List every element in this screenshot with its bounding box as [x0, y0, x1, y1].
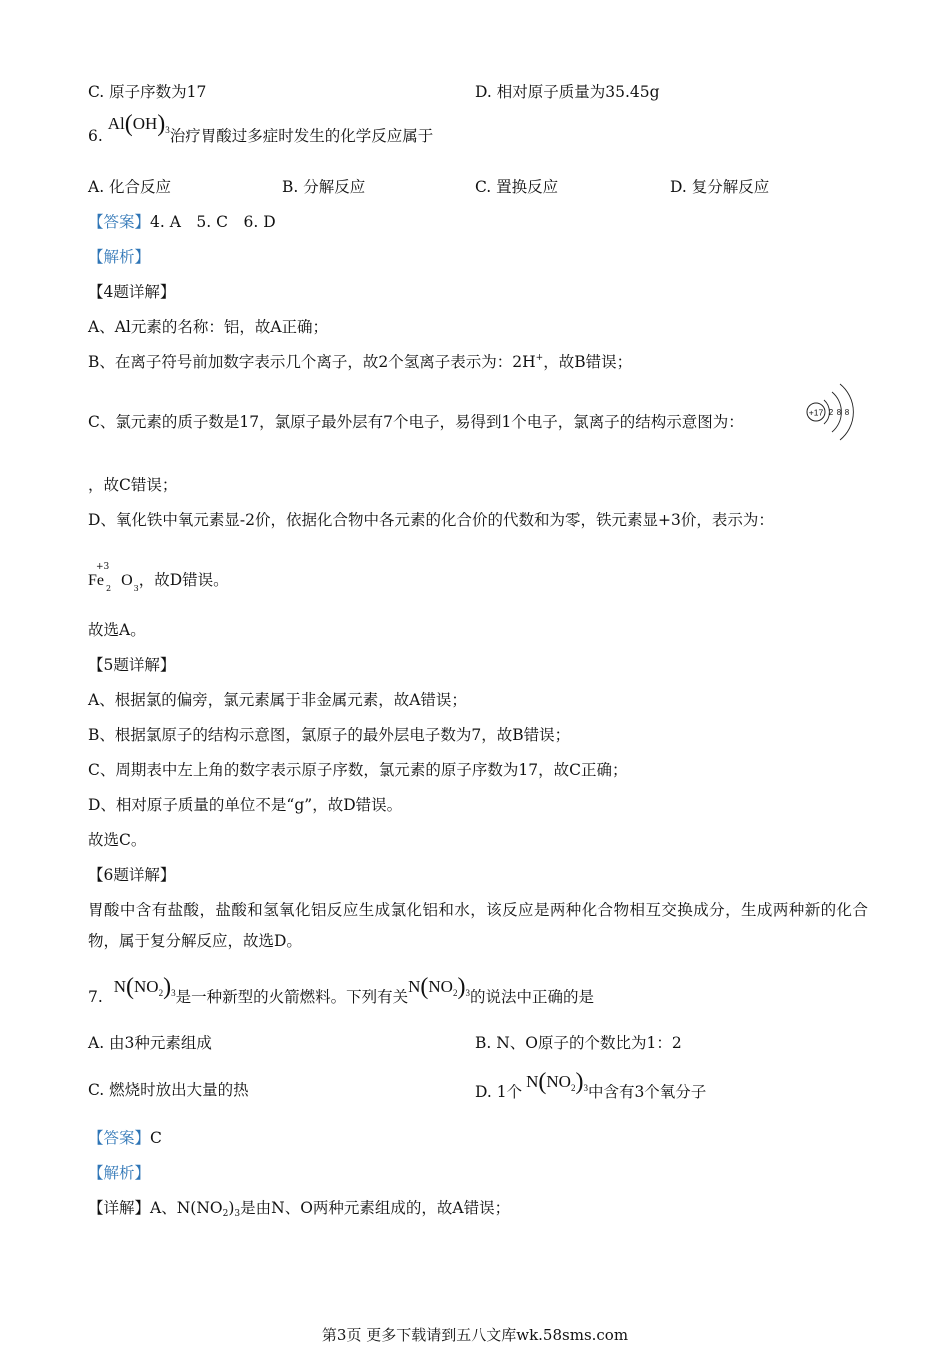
- q5-item-b: B、根据氯原子的结构示意图，氯原子的最外层电子数为7，故B错误；: [88, 726, 571, 744]
- fe-subscript: 2: [106, 584, 112, 593]
- q4-item-b-end: ，故B错误；: [543, 353, 633, 371]
- o-symbol: O: [121, 572, 133, 589]
- q6-option-b: B. 分解反应: [282, 178, 366, 196]
- q7-detail-pre: A、N(NO: [150, 1199, 223, 1217]
- nucleus-charge: +17: [808, 407, 824, 418]
- q7-stem-end: 的说法中正确的是: [469, 988, 594, 1006]
- page-footer: 第3页 更多下载请到五八文库wk.58sms.com: [321, 1326, 629, 1344]
- q5-option-d: D. 相对原子质量为35.45g: [475, 83, 660, 101]
- q7-f2-inner-sub: 2: [452, 988, 458, 998]
- fe-valence: +3: [96, 562, 110, 572]
- shell-electrons-2: 8: [836, 408, 842, 417]
- fe2o3-formula: [88, 562, 139, 593]
- q7-detail-sub-outer: 3: [234, 1209, 241, 1219]
- q7-stem: [88, 974, 594, 1009]
- q7-option-d-pre: D. 1个: [475, 1083, 523, 1101]
- q5-heading: 【5题详解】: [88, 656, 176, 674]
- q7-detail-mid: ): [228, 1199, 235, 1217]
- q7-f2-main: N: [408, 977, 421, 996]
- q4-item-d-end: ，故D错误。: [138, 571, 229, 589]
- q6-detail-text: 胃酸中含有盐酸，盐酸和氢氧化铝反应生成氯化铝和水，该反应是两种化合物相互交换成分，生成两种新的化合物，属于复分解反应，故选D。: [88, 901, 868, 950]
- q6-option-a: A. 化合反应: [88, 178, 172, 196]
- q7-stem-mid: 是一种新型的火箭燃料。下列有关: [175, 988, 409, 1006]
- q6-formula: $Al(OH)_3$: [107, 111, 170, 137]
- answer-line-7: [88, 1128, 162, 1148]
- q4-item-c-cont: ，故C错误；: [88, 476, 178, 494]
- answer-tag: 【答案】: [88, 213, 151, 231]
- analysis-tag-2: 【解析】: [88, 1164, 151, 1182]
- q4-item-a: A、Al元素的名称：铝，故A正确；: [88, 318, 329, 336]
- q7-f3-inner: NO: [546, 1072, 571, 1091]
- q7-detail-tag: 【详解】: [88, 1199, 151, 1217]
- q7-f1-main: N: [113, 977, 127, 996]
- q5-item-c: C、周期表中左上角的数字表示原子序数，氯元素的原子序数为17，故C正确；: [88, 761, 628, 779]
- q4-item-d: D、氧化铁中氧元素显-2价，依据化合物中各元素的化合价的代数和为零，铁元素显+3价，表示为：: [88, 511, 774, 529]
- q7-f1-sub: 3: [171, 988, 176, 998]
- q7-f1-inner-sub: 2: [158, 988, 164, 998]
- chloride-ion-diagram: [800, 378, 860, 446]
- answer-text: 4. A 5. C 6. D: [150, 213, 276, 231]
- q4-conclusion: 故选A。: [88, 621, 146, 639]
- q6-option-d: D. 复分解反应: [670, 178, 770, 196]
- q7-option-a: A. 由3种元素组成: [88, 1034, 212, 1052]
- shell-electrons-3: 8: [844, 408, 850, 417]
- q5-conclusion: 故选C。: [88, 831, 147, 849]
- shell-electrons-1: 2: [828, 408, 834, 417]
- q6-option-c: C. 置换反应: [475, 178, 559, 196]
- q6-formula-main: Al: [107, 114, 125, 133]
- q4-item-b-sup: +: [535, 353, 544, 363]
- q7-formula-2: $N(NO_2)_3$: [408, 974, 470, 1000]
- q4-item-d-formula-line: [88, 562, 229, 593]
- q7-option-d: [475, 1069, 707, 1104]
- analysis-tag: 【解析】: [88, 248, 151, 266]
- answer-line-4-6: [88, 212, 276, 232]
- q7-number: 7.: [88, 988, 103, 1006]
- q5-option-c: C. 原子序数为17: [88, 83, 207, 101]
- q5-item-d: D、相对原子质量的单位不是“g”，故D错误。: [88, 796, 403, 814]
- q7-f3-sub: 3: [583, 1083, 588, 1093]
- answer-7-text: C: [150, 1129, 162, 1147]
- q4-item-b-text: B、在离子符号前加数字表示几个离子，故2个氢离子表示为：2H: [88, 353, 536, 371]
- q4-item-b: [88, 352, 632, 375]
- q6-formula-inner: OH: [132, 114, 158, 133]
- o-subscript: 3: [133, 584, 139, 593]
- q7-option-c: C. 燃烧时放出大量的热: [88, 1081, 249, 1099]
- q7-f3-inner-sub: 2: [570, 1083, 576, 1093]
- q4-item-c: C、氯元素的质子数是17，氯原子最外层有7个电子，易得到1个电子，氯离子的结构示意图为：: [88, 413, 744, 431]
- q7-formula-1: $N(NO_2)_3$: [113, 974, 176, 1000]
- q4-heading: 【4题详解】: [88, 283, 176, 301]
- q7-f2-sub: 3: [465, 988, 470, 998]
- q6-stem: [88, 111, 434, 148]
- q6-heading: 【6题详解】: [88, 866, 176, 884]
- q6-number: 6.: [88, 127, 103, 145]
- q7-detail-a: [88, 1198, 510, 1221]
- q6-stem-text: 治疗胃酸过多症时发生的化学反应属于: [169, 127, 434, 145]
- q6-formula-sub: 3: [165, 125, 170, 135]
- fe-symbol: Fe: [88, 572, 104, 589]
- q7-detail-post: 是由N、O两种元素组成的，故A错误；: [240, 1199, 511, 1217]
- q7-formula-3: $N(NO_2)_3$: [526, 1069, 588, 1095]
- q7-option-d-post: 中含有3个氧分子: [587, 1083, 707, 1101]
- q7-detail-sub-inner: 2: [222, 1209, 229, 1219]
- q7-f3-main: N: [526, 1072, 539, 1091]
- answer-7-tag: 【答案】: [88, 1129, 151, 1147]
- q7-f2-inner: NO: [428, 977, 453, 996]
- q5-item-a: A、根据氯的偏旁，氯元素属于非金属元素，故A错误；: [88, 691, 467, 709]
- q7-option-b: B. N、O原子的个数比为1：2: [475, 1034, 682, 1052]
- q7-f1-inner: NO: [134, 977, 159, 996]
